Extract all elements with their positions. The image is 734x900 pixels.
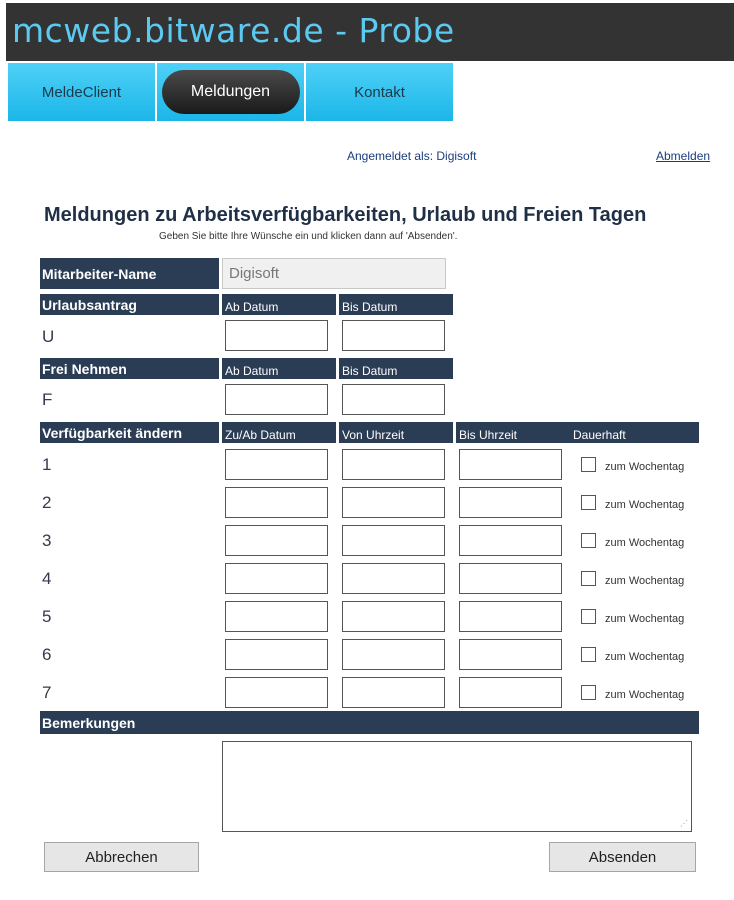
app-header (6, 3, 734, 61)
free-code: F (42, 390, 53, 409)
vacation-from-input[interactable] (225, 320, 328, 351)
availability-date-input[interactable] (225, 601, 328, 632)
logout-link[interactable]: Abmelden (656, 149, 711, 163)
availability-date-input[interactable] (225, 563, 328, 594)
submit-button[interactable]: Absenden (549, 842, 696, 872)
availability-row-number: 5 (42, 607, 52, 626)
remarks-textarea[interactable] (222, 741, 692, 832)
availability-row-number: 2 (42, 493, 52, 512)
availability-date-input[interactable] (225, 487, 328, 518)
weekday-checkbox-label: zum Wochentag (605, 651, 685, 663)
free-from-header: Ab Datum (222, 358, 336, 379)
tab-meldungen[interactable] (157, 63, 304, 121)
availability-from-time-input[interactable] (342, 677, 445, 708)
weekday-checkbox-label: zum Wochentag (605, 575, 685, 587)
availability-date-input[interactable] (225, 525, 328, 556)
free-to-header: Bis Datum (339, 358, 453, 379)
availability-label: Verfügbarkeit ändern (40, 422, 219, 443)
free-to-input[interactable] (342, 384, 445, 415)
tab-meldeclient[interactable]: MeldeClient (8, 63, 155, 121)
site-title: mcweb.bitware.de - Probe (12, 11, 455, 50)
availability-to-time-input[interactable] (459, 487, 562, 518)
vacation-from-header: Ab Datum (222, 294, 336, 315)
availability-to-time-input[interactable] (459, 677, 562, 708)
availability-from-time-input[interactable] (342, 639, 445, 670)
weekday-checkbox-label: zum Wochentag (605, 461, 685, 473)
resize-grip-icon[interactable]: ⋰ (680, 819, 688, 828)
cancel-button[interactable]: Abbrechen (44, 842, 199, 872)
availability-date-input[interactable] (225, 639, 328, 670)
availability-from-time-header: Von Uhrzeit (339, 422, 453, 443)
availability-from-time-input[interactable] (342, 601, 445, 632)
availability-to-time-input[interactable] (459, 449, 562, 480)
employee-name-label: Mitarbeiter-Name (40, 258, 219, 289)
availability-row-number: 6 (42, 645, 52, 664)
weekday-checkbox-label: zum Wochentag (605, 537, 685, 549)
availability-to-time-input[interactable] (459, 601, 562, 632)
employee-name-field: Digisoft (222, 258, 446, 289)
weekday-checkbox[interactable] (581, 685, 596, 700)
weekday-checkbox[interactable] (581, 571, 596, 586)
tab-meldungen-label: Meldungen (162, 70, 300, 114)
weekday-checkbox[interactable] (581, 533, 596, 548)
weekday-checkbox-label: zum Wochentag (605, 499, 685, 511)
availability-row-number: 1 (42, 455, 52, 474)
availability-from-time-input[interactable] (342, 563, 445, 594)
weekday-checkbox[interactable] (581, 647, 596, 662)
availability-permanent-header: Dauerhaft (570, 422, 699, 443)
vacation-code: U (42, 327, 55, 346)
availability-from-time-input[interactable] (342, 525, 445, 556)
availability-from-time-input[interactable] (342, 449, 445, 480)
availability-row-number: 4 (42, 569, 52, 588)
remarks-label: Bemerkungen (40, 711, 699, 734)
availability-date-header: Zu/Ab Datum (222, 422, 336, 443)
free-days-label: Frei Nehmen (40, 358, 219, 379)
weekday-checkbox[interactable] (581, 457, 596, 472)
vacation-to-header: Bis Datum (339, 294, 453, 315)
availability-row-number: 7 (42, 683, 52, 702)
page-subtitle: Geben Sie bitte Ihre Wünsche ein und klicken dann auf 'Absenden'. (159, 231, 458, 242)
vacation-label: Urlaubsantrag (40, 294, 219, 315)
free-from-input[interactable] (225, 384, 328, 415)
availability-date-input[interactable] (225, 449, 328, 480)
availability-to-time-input[interactable] (459, 639, 562, 670)
vacation-to-input[interactable] (342, 320, 445, 351)
weekday-checkbox-label: zum Wochentag (605, 689, 685, 701)
availability-to-time-input[interactable] (459, 525, 562, 556)
availability-to-time-header: Bis Uhrzeit (456, 422, 570, 443)
availability-to-time-input[interactable] (459, 563, 562, 594)
page-title: Meldungen zu Arbeitsverfügbarkeiten, Urlaub und Freien Tagen (44, 204, 647, 226)
weekday-checkbox-label: zum Wochentag (605, 613, 685, 625)
availability-row-number: 3 (42, 531, 52, 550)
weekday-checkbox[interactable] (581, 495, 596, 510)
weekday-checkbox[interactable] (581, 609, 596, 624)
availability-date-input[interactable] (225, 677, 328, 708)
tab-kontakt[interactable]: Kontakt (306, 63, 453, 121)
availability-from-time-input[interactable] (342, 487, 445, 518)
logged-in-status: Angemeldet als: Digisoft (347, 149, 477, 163)
